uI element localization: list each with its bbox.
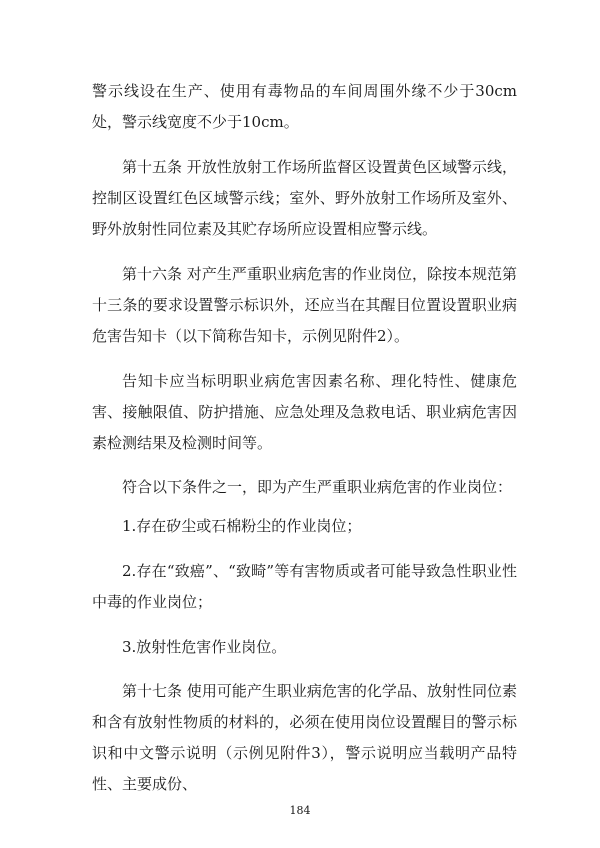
paragraph-article-15: 第十五条 开放性放射工作场所监督区设置黄色区域警示线，控制区设置红色区域警示线；室外、野外放射工作场所及室外、野外放射性同位素及其贮存场所应设置相应警示线。 [92,158,517,238]
paragraph-article-16: 第十六条 对产生严重职业病危害的作业岗位，除按本规范第十三条的要求设置警示标识外，还应当在其醒目位置设置职业病危害告知卡（以下简称告知卡，示例见附件2）。 [92,265,517,345]
paragraph-conditions-intro: 符合以下条件之一，即为产生严重职业病危害的作业岗位： [122,478,513,496]
list-item-condition-2: 2.存在“致癌”、“致畸”等有害物质或者可能导致急性职业性中毒的作业岗位； [92,562,517,611]
paragraph-warning-line-placement: 警示线设在生产、使用有毒物品的车间周围外缘不少于30cm处，警示线宽度不少于10cm。 [92,82,517,131]
paragraph-article-17: 第十七条 使用可能产生职业病危害的化学品、放射性同位素和含有放射性物质的材料的，必须在使用岗位设置醒目的警示标识和中文警示说明（示例见附件3），警示说明应当载明产品特性、主要成份、 [92,682,517,793]
page-number: 184 [289,804,311,817]
paragraph-notice-card-contents: 告知卡应当标明职业病危害因素名称、理化特性、健康危害、接触限值、防护措施、应急处理及急救电话、职业病危害因素检测结果及检测时间等。 [92,372,517,452]
list-item-condition-3: 3.放射性危害作业岗位。 [122,638,287,656]
list-item-condition-1: 1.存在矽尘或石棉粉尘的作业岗位； [122,517,362,535]
